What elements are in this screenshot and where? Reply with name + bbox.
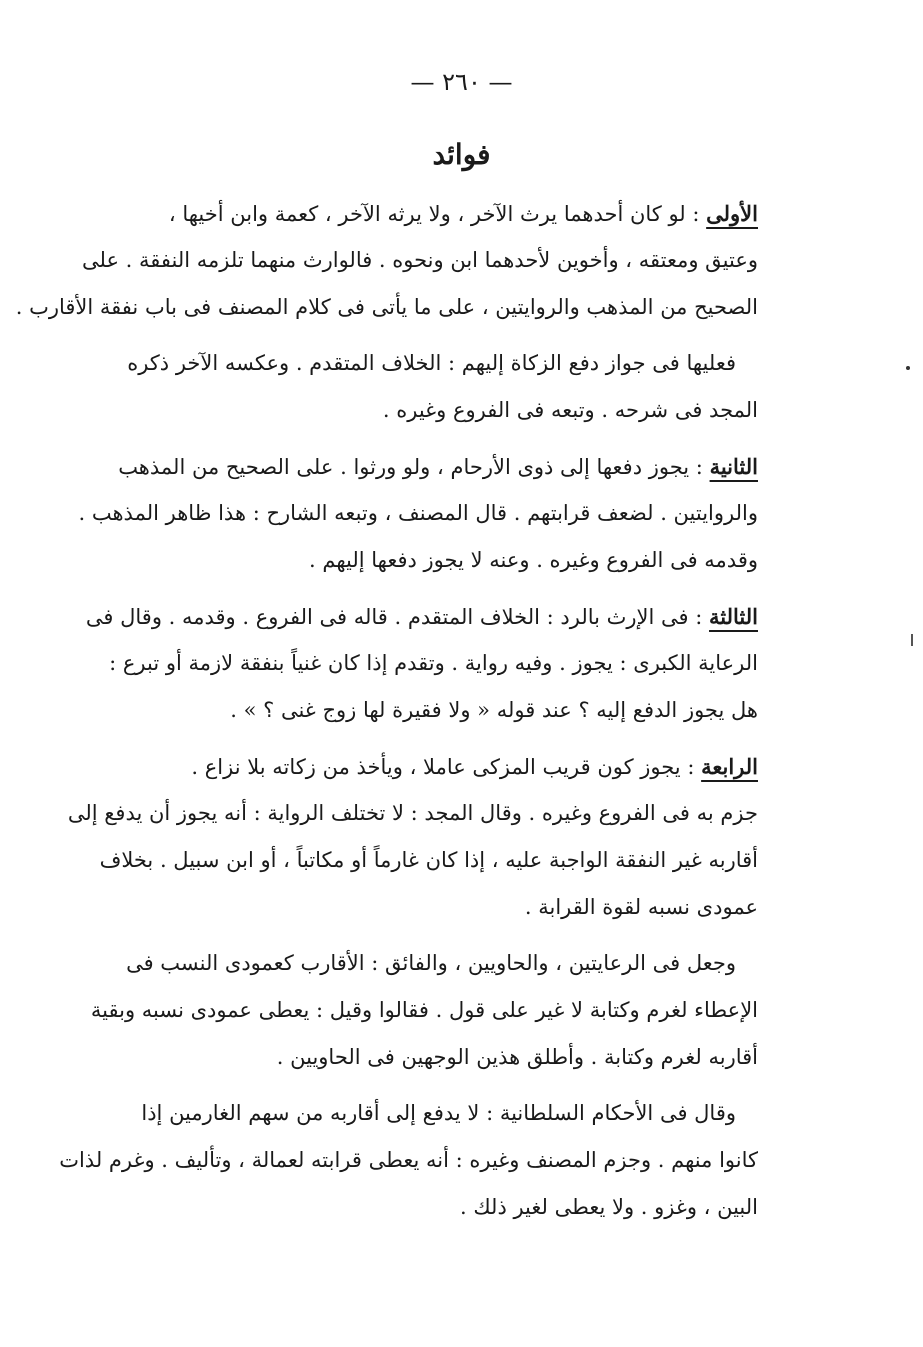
paragraph-first	[15, 190, 758, 331]
text-line: أقاربه لغرم وكتابة . وأطلق هذين الوجهين فى الحاويين .	[276, 1045, 758, 1069]
text-line: أقاربه غير النفقة الواجبة عليه ، إذا كان غارماً أو مكاتباً ، أو ابن سبيل . بخلاف	[99, 848, 758, 872]
text-line	[85, 593, 758, 640]
text-line	[108, 190, 758, 237]
text-line: الإعطاء لغرم وكتابة لا غير على قول . فقالوا وقيل : يعطى عمودى نسبه وبقية	[90, 998, 758, 1022]
paragraph-label: الثالثة	[709, 604, 758, 629]
section-heading: فوائد	[432, 138, 491, 171]
scan-mark	[906, 366, 910, 370]
scan-mark	[911, 634, 913, 646]
paragraph-fourth	[67, 743, 758, 931]
text-line: وقدمه فى الفروع وغيره . وعنه لا يجوز دفعها إليهم .	[309, 548, 758, 572]
text-line: كانوا منهم . وجزم المصنف وغيره : أنه يعطى قرابته لعمالة ، وتأليف . وغرم لذات	[59, 1148, 758, 1172]
text-line: الصحيح من المذهب والروايتين ، على ما يأتى فى كلام المصنف فى باب نفقة الأقارب .	[15, 295, 758, 319]
text-line: المجد فى شرحه . وتبعه فى الفروع وغيره .	[382, 398, 758, 422]
text-line: وجعل فى الرعايتين ، والحاويين ، والفائق : الأقارب كعمودى النسب فى	[126, 951, 736, 975]
page-number: — ٢٦٠ —	[410, 68, 513, 96]
text-line: الرعاية الكبرى : يجوز . وفيه رواية . وتقدم إذا كان غنياً بنفقة لازمة أو تبرع :	[109, 651, 758, 675]
paragraph-continuation	[90, 940, 758, 1081]
text-line: البين ، وغزو . ولا يعطى لغير ذلك .	[460, 1195, 758, 1219]
text-line	[108, 743, 758, 790]
line-text: : يجوز دفعها إلى ذوى الأرحام ، ولو ورثوا . على الصحيح من المذهب	[118, 455, 703, 479]
paragraph-third	[85, 593, 758, 734]
paragraph-label: الرابعة	[701, 754, 758, 779]
text-line: عمودى نسبه لقوة القرابة .	[524, 895, 758, 919]
paragraph-continuation	[108, 340, 758, 434]
text-line: هل يجوز الدفع إليه ؟ عند قوله « ولا فقيرة لها زوج غنى ؟ » .	[230, 698, 758, 722]
text-line: والروايتين . لضعف قرابتهم . قال المصنف ، وتبعه الشارح : هذا ظاهر المذهب .	[78, 501, 758, 525]
paragraph-label: الثانية	[709, 454, 758, 479]
line-text: : لو كان أحدهما يرث الآخر ، ولا يرثه الآخر ، كعمة وابن أخيها ،	[168, 202, 700, 226]
paragraph-second	[78, 443, 758, 584]
text-line: فعليها فى جواز دفع الزكاة إليهم : الخلاف المتقدم . وعكسه الآخر ذكره	[127, 351, 736, 375]
body-text	[15, 190, 758, 1240]
text-line	[108, 443, 758, 490]
line-text: : يجوز كون قريب المزكى عاملا ، ويأخذ من زكاته بلا نزاع .	[191, 755, 695, 779]
text-line: وعتيق ومعتقه ، وأخوين لأحدهما ابن ونحوه . فالوارث منهما تلزمه النفقة . على	[82, 248, 758, 272]
paragraph-continuation	[59, 1090, 758, 1231]
text-line: وقال فى الأحكام السلطانية : لا يدفع إلى أقاربه من سهم الغارمين إذا	[141, 1101, 736, 1125]
line-text: : فى الإرث بالرد : الخلاف المتقدم . قاله فى الفروع . وقدمه . وقال فى	[85, 605, 703, 629]
text-line: جزم به فى الفروع وغيره . وقال المجد : لا تختلف الرواية : أنه يجوز أن يدفع إلى	[67, 801, 758, 825]
paragraph-label: الأولى	[706, 201, 758, 226]
